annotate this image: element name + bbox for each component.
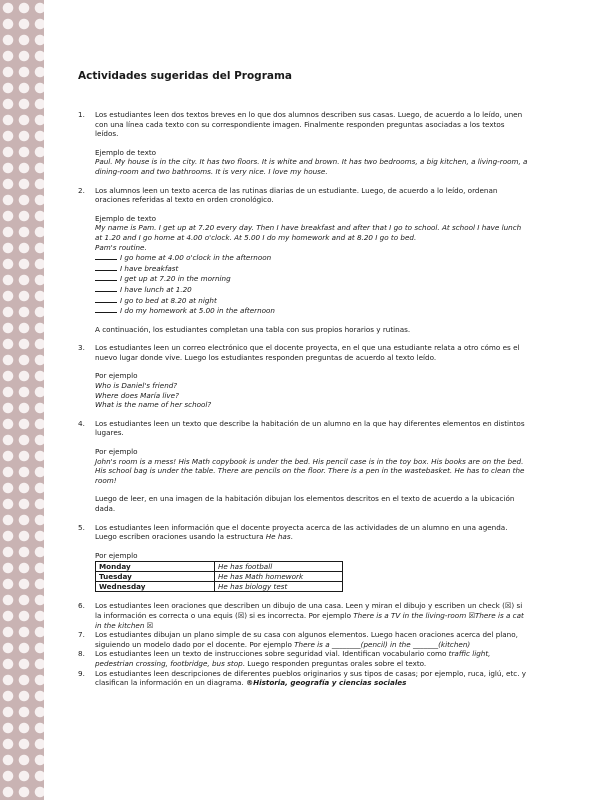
activity-text: Los estudiantes leen un texto que describe la habitación de un alumno en la que hay diferentes elementos en distintos lugares. — [95, 418, 525, 438]
activity-number: 1. — [78, 110, 85, 119]
activity-number: 3. — [78, 343, 85, 353]
routine-item: I go home at 4.00 o'clock in the afternoon — [95, 252, 528, 263]
routine-title: Pam's routine. — [95, 242, 147, 252]
activity-text: Los estudiantes leen un correo electrónico que el docente proyecta, en el que una estudiante relata a otro cómo es el nuevo lugar donde vive. Luego los estudiantes responden preguntas de acuerdo al texto leído. — [95, 343, 520, 362]
activity-number: 2. — [78, 185, 85, 195]
activity-2 — [78, 186, 528, 335]
schedule-activity: He has biology test — [215, 582, 343, 592]
activity-4 — [78, 419, 528, 514]
activity-6 — [78, 601, 528, 630]
routine-item: I go to bed at 8.20 at night — [95, 295, 528, 306]
routine-item: I get up at 7.20 in the morning — [95, 273, 528, 284]
schedule-activity: He has football — [215, 562, 343, 572]
activity-text: Los estudiantes leen oraciones que describen un dibujo de una casa. Leen y miran el dibujo y escriben un check (☒) si la información es correcta o una equis (☒) si es incorrecta. Por ejemplo There is a TV in the living-room ☒There is a cat in the kitchen ☒ — [95, 601, 524, 630]
activity-number: 9. — [78, 668, 85, 678]
activity-text: Los estudiantes leen dos textos breves en lo que dos alumnos describen sus casas. Luego, de acuerdo a lo leído, unen con una línea cada texto con su correspondiente imagen. Finalmente responden preguntas asociadas a los textos leídos. — [95, 110, 523, 139]
activity-number: 5. — [78, 522, 85, 532]
example-label: Por ejemplo — [95, 447, 138, 457]
document-page — [78, 70, 528, 688]
table-row — [96, 582, 343, 592]
answer-blank — [95, 305, 117, 313]
activity-followup: A continuación, los estudiantes completan una tabla con sus propios horarios y rutinas. — [95, 324, 411, 334]
schedule-activity: He has Math homework — [215, 572, 343, 582]
page-title: Actividades sugeridas del Programa — [78, 70, 292, 82]
activity-9 — [78, 669, 528, 688]
example-label: Por ejemplo — [95, 371, 138, 381]
activity-text: Los alumnos leen un texto acerca de las rutinas diarias de un estudiante. Luego, de acuerdo a lo leído, ordenan oraciones referidas al texto en orden cronológico. — [95, 185, 498, 205]
activity-number: 4. — [78, 418, 85, 428]
table-row — [96, 572, 343, 582]
table-row — [96, 562, 343, 572]
example-question: What is the name of her school? — [95, 400, 212, 410]
activity-text: Los estudiantes dibujan un plano simple de su casa con algunos elementos. Luego hacen oraciones acerca del plano, siguiendo un modelo dado por el docente. Por ejemplo There is a ________(pencil) in the _______(kitchen) — [95, 630, 518, 649]
activity-5 — [78, 523, 528, 593]
routine-item: I have lunch at 1.20 — [95, 284, 528, 295]
example-label: Ejemplo de texto — [95, 147, 157, 157]
activity-7 — [78, 630, 528, 649]
answer-blank — [95, 295, 117, 303]
answer-blank — [95, 284, 117, 292]
activity-number: 8. — [78, 649, 85, 659]
activity-8 — [78, 649, 528, 668]
activity-text: Los estudiantes leen un texto de instrucciones sobre seguridad vial. Identifican vocabulario como traffic light, pedestrian crossing, footbridge, bus stop. Luego responden preguntas orales sobre el texto. — [95, 649, 491, 668]
example-label: Por ejemplo — [95, 550, 138, 560]
activity-number: 7. — [78, 630, 85, 640]
cross-curricular-link: ®Historia, geografía y ciencias sociales — [245, 678, 407, 688]
activity-1 — [78, 110, 528, 177]
schedule-day: Tuesday — [96, 572, 215, 582]
activity-text: Los estudiantes leen información que el docente proyecta acerca de las actividades de un alumno en una agenda. Luego escriben oraciones usando la estructura He has. — [95, 522, 508, 542]
example-text: John's room is a mess! His Math copybook is under the bed. His pencil case is in the toy box. His books are on the bed. His school bag is under the table. There are pencils on the floor. There is a pen in the wastebasket. He has to clean the room! — [95, 456, 525, 485]
activity-list — [78, 110, 528, 688]
activity-text: Los estudiantes leen descripciones de diferentes pueblos originarios y sus tipos de casas; por ejemplo, ruca, iglú, etc. y clasifican la información en un diagrama. ®Historia, geografía y ciencias sociales — [95, 668, 527, 688]
example-label: Ejemplo de texto — [95, 213, 157, 223]
example-text: My name is Pam. I get up at 7.20 every day. Then I have breakfast and after that I go to school. At school I have lunch at 1.20 and I go home at 4.00 o'clock. At 5.00 I do my homework and at 8.20 I go to bed. — [95, 223, 522, 242]
example-text: Paul. My house is in the city. It has two floors. It is white and brown. It has two bedrooms, a big kitchen, a living-room, a dining-room and two bathrooms. It is very nice. I love my house. — [95, 157, 528, 176]
activity-followup: Luego de leer, en una imagen de la habitación dibujan los elementos descritos en el texto de acuerdo a la ubicación dada. — [95, 494, 515, 513]
schedule-day: Monday — [96, 562, 215, 572]
example-question: Where does María live? — [95, 390, 179, 400]
answer-blank — [95, 252, 117, 260]
routine-item: I have breakfast — [95, 263, 528, 274]
spiral-binding — [0, 0, 44, 800]
routine-item: I do my homework at 5.00 in the afternoon — [95, 305, 528, 316]
activity-number: 6. — [78, 601, 85, 611]
schedule-table — [95, 561, 343, 592]
answer-blank — [95, 273, 117, 281]
answer-blank — [95, 263, 117, 271]
activity-3 — [78, 343, 528, 410]
example-question: Who is Daniel's friend? — [95, 381, 178, 391]
schedule-day: Wednesday — [96, 582, 215, 592]
